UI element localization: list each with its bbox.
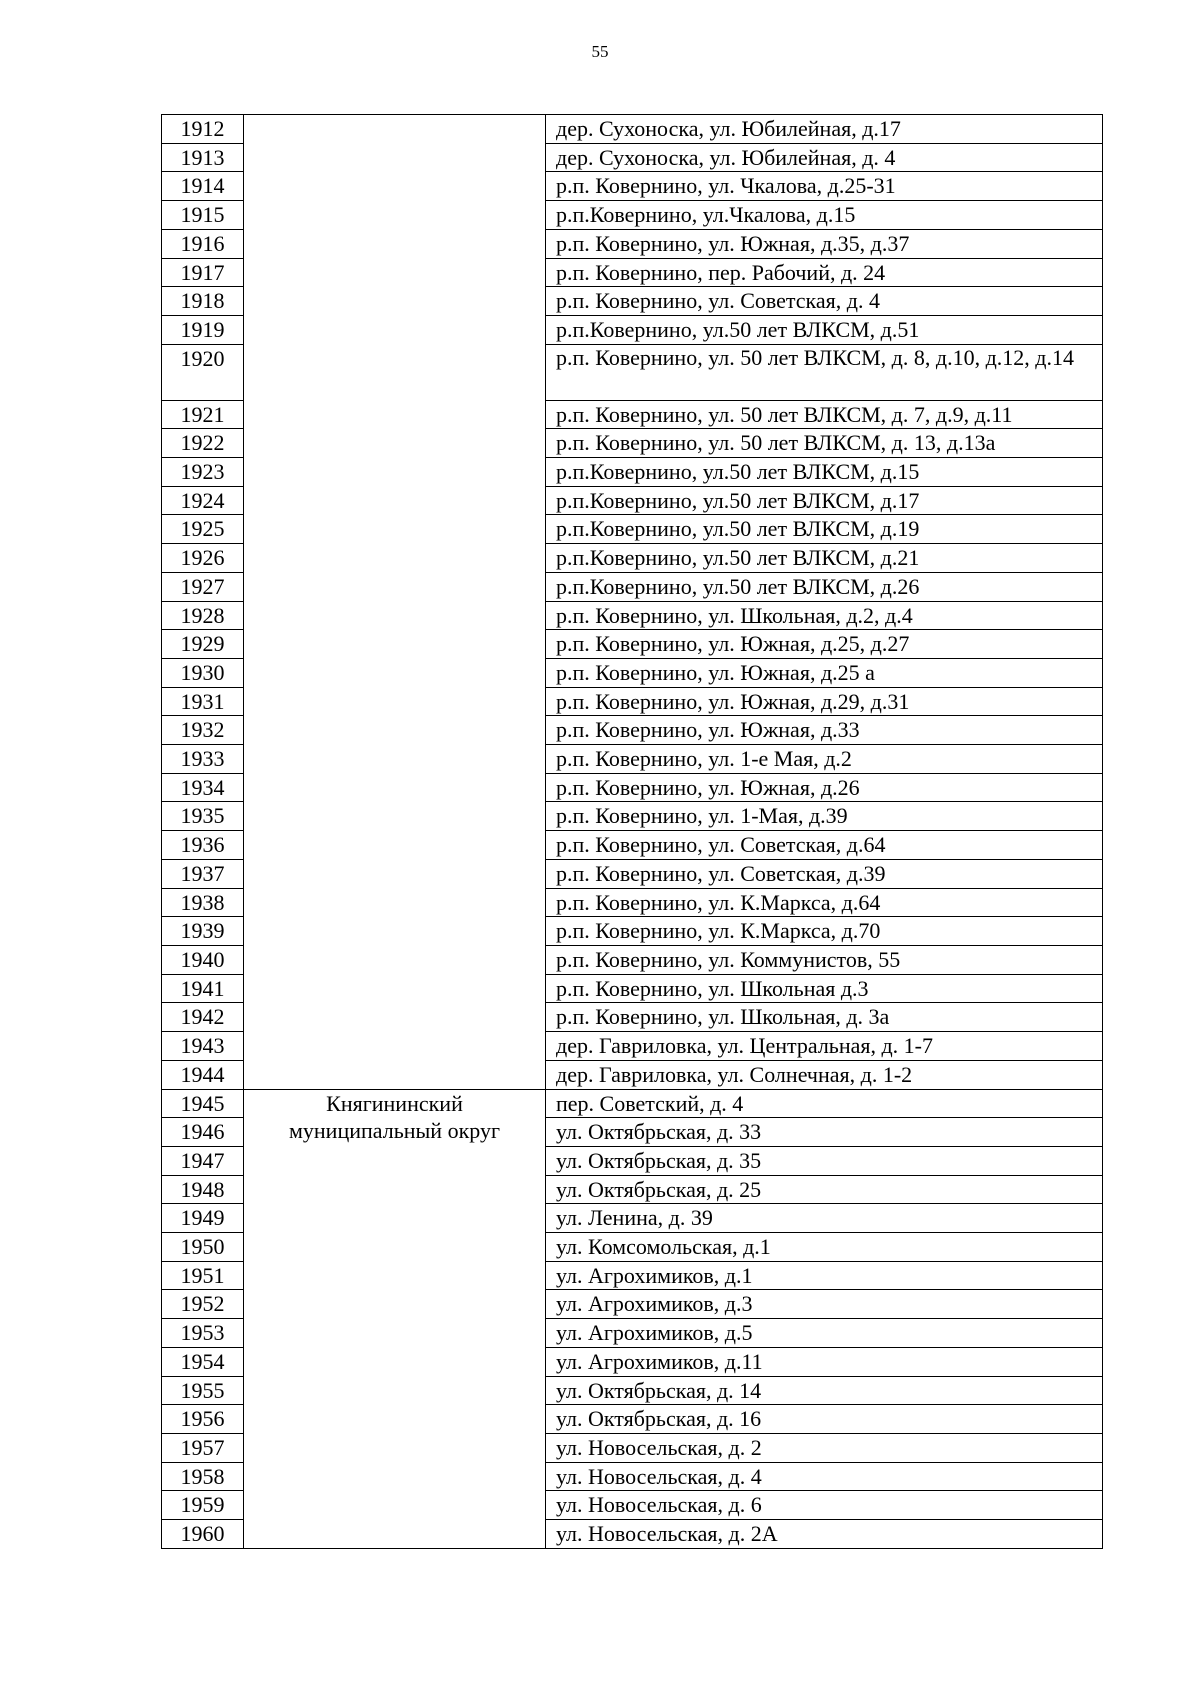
address-cell: ул. Октябрьская, д. 35 [546,1146,1103,1175]
row-number: 1945 [162,1089,244,1118]
address-cell: ул. Новосельская, д. 2А [546,1520,1103,1549]
address-cell: ул. Ленина, д. 39 [546,1204,1103,1233]
row-number: 1916 [162,229,244,258]
row-number: 1918 [162,287,244,316]
address-cell: р.п. Ковернино, ул. Советская, д. 4 [546,287,1103,316]
district-name: Княгининский муниципальный округ [288,1090,500,1144]
row-number: 1938 [162,888,244,917]
row-number: 1935 [162,802,244,831]
address-cell: пер. Советский, д. 4 [546,1089,1103,1118]
address-cell: р.п.Ковернино, ул.Чкалова, д.15 [546,201,1103,230]
table-body [162,115,1103,1549]
address-cell: р.п. Ковернино, ул. 1-Мая, д.39 [546,802,1103,831]
address-cell: р.п. Ковернино, ул. К.Маркса, д.70 [546,917,1103,946]
address-cell: р.п. Ковернино, ул. 50 лет ВЛКСМ, д. 7, д.9, д.11 [546,400,1103,429]
address-cell: р.п. Ковернино, ул. Школьная д.3 [546,974,1103,1003]
address-cell: р.п. Ковернино, ул. Чкалова, д.25-31 [546,172,1103,201]
row-number: 1926 [162,544,244,573]
row-number: 1928 [162,601,244,630]
row-number: 1929 [162,630,244,659]
address-cell: р.п.Ковернино, ул.50 лет ВЛКСМ, д.51 [546,315,1103,344]
address-cell: р.п.Ковернино, ул.50 лет ВЛКСМ, д.17 [546,486,1103,515]
row-number: 1958 [162,1462,244,1491]
district-cell [244,115,546,1090]
address-cell: ул. Агрохимиков, д.11 [546,1347,1103,1376]
address-cell: р.п. Ковернино, ул. Южная, д.33 [546,716,1103,745]
district-cell [244,1089,546,1548]
address-cell: дер. Гавриловка, ул. Солнечная, д. 1-2 [546,1060,1103,1089]
address-cell: р.п.Ковернино, ул.50 лет ВЛКСМ, д.19 [546,515,1103,544]
row-number: 1941 [162,974,244,1003]
row-number: 1925 [162,515,244,544]
address-cell: р.п.Ковернино, ул.50 лет ВЛКСМ, д.21 [546,544,1103,573]
page-number: 55 [591,42,609,61]
address-cell: дер. Гавриловка, ул. Центральная, д. 1-7 [546,1032,1103,1061]
row-number: 1946 [162,1118,244,1147]
row-number: 1920 [162,344,244,400]
row-number: 1924 [162,486,244,515]
address-cell: дер. Сухоноска, ул. Юбилейная, д.17 [546,115,1103,144]
address-cell: ул. Комсомольская, д.1 [546,1233,1103,1262]
row-number: 1914 [162,172,244,201]
row-number: 1942 [162,1003,244,1032]
row-number: 1960 [162,1520,244,1549]
row-number: 1947 [162,1146,244,1175]
address-cell: р.п. Ковернино, ул. Советская, д.64 [546,831,1103,860]
row-number: 1933 [162,745,244,774]
address-cell: дер. Сухоноска, ул. Юбилейная, д. 4 [546,143,1103,172]
row-number: 1915 [162,201,244,230]
address-cell: ул. Агрохимиков, д.1 [546,1261,1103,1290]
row-number: 1936 [162,831,244,860]
row-number: 1949 [162,1204,244,1233]
row-number: 1950 [162,1233,244,1262]
row-number: 1937 [162,859,244,888]
address-cell: р.п. Ковернино, ул. Школьная, д.2, д.4 [546,601,1103,630]
address-cell: ул. Октябрьская, д. 16 [546,1405,1103,1434]
row-number: 1927 [162,572,244,601]
row-number: 1934 [162,773,244,802]
row-number: 1923 [162,458,244,487]
row-number: 1954 [162,1347,244,1376]
address-cell: р.п.Ковернино, ул.50 лет ВЛКСМ, д.15 [546,458,1103,487]
row-number: 1953 [162,1319,244,1348]
row-number: 1939 [162,917,244,946]
row-number: 1922 [162,429,244,458]
row-number: 1940 [162,945,244,974]
address-cell: р.п. Ковернино, ул. Южная, д.35, д.37 [546,229,1103,258]
row-number: 1948 [162,1175,244,1204]
row-number: 1951 [162,1261,244,1290]
row-number: 1919 [162,315,244,344]
address-cell: ул. Агрохимиков, д.3 [546,1290,1103,1319]
row-number: 1944 [162,1060,244,1089]
address-cell: р.п. Ковернино, пер. Рабочий, д. 24 [546,258,1103,287]
row-number: 1957 [162,1433,244,1462]
address-cell: р.п. Ковернино, ул. 50 лет ВЛКСМ, д. 8, д.10, д.12, д.14 [546,344,1103,400]
address-cell: ул. Октябрьская, д. 14 [546,1376,1103,1405]
row-number: 1921 [162,400,244,429]
row-number: 1913 [162,143,244,172]
row-number: 1930 [162,658,244,687]
address-cell: р.п. Ковернино, ул. Советская, д.39 [546,859,1103,888]
address-cell: р.п. Ковернино, ул. Южная, д.25 а [546,658,1103,687]
address-table [161,114,1103,1549]
table-row [162,115,1103,144]
row-number: 1932 [162,716,244,745]
address-cell: р.п. Ковернино, ул. Южная, д.29, д.31 [546,687,1103,716]
address-cell: р.п. Ковернино, ул. Южная, д.25, д.27 [546,630,1103,659]
address-cell: ул. Агрохимиков, д.5 [546,1319,1103,1348]
address-cell: р.п. Ковернино, ул. 50 лет ВЛКСМ, д. 13, д.13а [546,429,1103,458]
address-cell: р.п. Ковернино, ул. Южная, д.26 [546,773,1103,802]
row-number: 1917 [162,258,244,287]
address-cell: р.п. Ковернино, ул. Школьная, д. 3а [546,1003,1103,1032]
table-row [162,1089,1103,1118]
row-number: 1931 [162,687,244,716]
address-cell: ул. Новосельская, д. 4 [546,1462,1103,1491]
row-number: 1959 [162,1491,244,1520]
address-cell: р.п. Ковернино, ул. 1-е Мая, д.2 [546,745,1103,774]
row-number: 1955 [162,1376,244,1405]
row-number: 1912 [162,115,244,144]
address-cell: ул. Новосельская, д. 6 [546,1491,1103,1520]
address-cell: р.п. Ковернино, ул. К.Маркса, д.64 [546,888,1103,917]
row-number: 1956 [162,1405,244,1434]
address-cell: ул. Октябрьская, д. 33 [546,1118,1103,1147]
address-cell: ул. Новосельская, д. 2 [546,1433,1103,1462]
address-cell: р.п.Ковернино, ул.50 лет ВЛКСМ, д.26 [546,572,1103,601]
row-number: 1952 [162,1290,244,1319]
address-cell: р.п. Ковернино, ул. Коммунистов, 55 [546,945,1103,974]
row-number: 1943 [162,1032,244,1061]
address-cell: ул. Октябрьская, д. 25 [546,1175,1103,1204]
